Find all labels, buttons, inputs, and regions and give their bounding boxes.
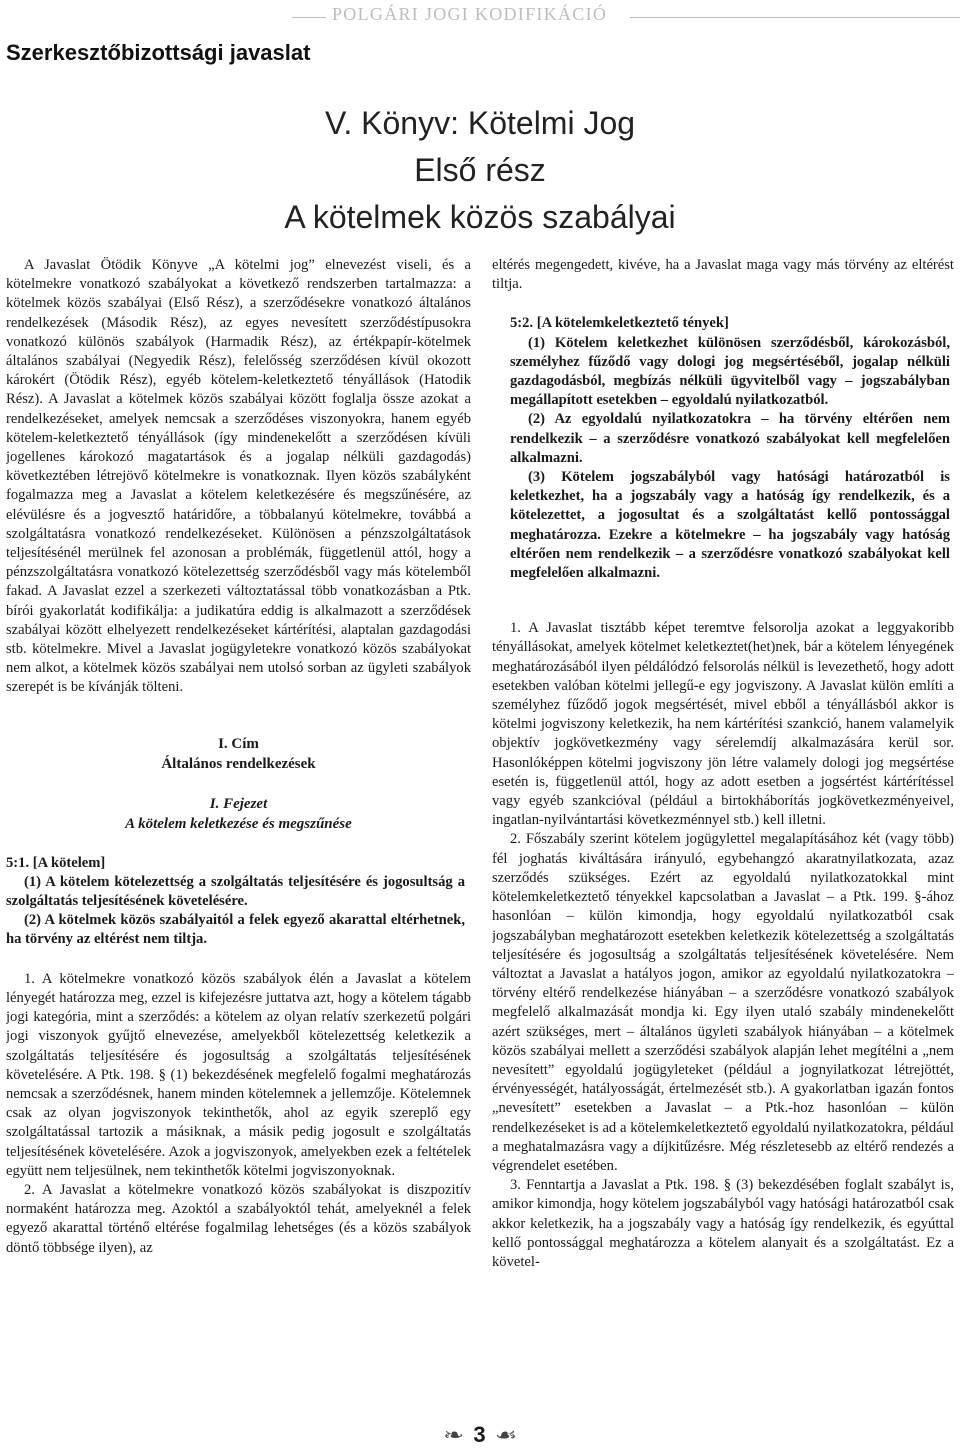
book-title <box>260 100 700 241</box>
provision-paragraph: (2) A kötelmek közös szabályaitól a felek egyező akarattal eltérhetnek, ha törvény az eltérést nem tiltja. <box>6 912 465 948</box>
commentary-paragraph: 2. A Javaslat a kötelmekre vonatkozó közös szabályokat is diszpozitív normaként határozza meg. Azoktól a szabályoktól tehát, amelyeknél a felek egyező akarattal történő eltérése fogalmilag lehetséges (és a közös szabályok döntő többsége ilyen), az <box>6 1181 471 1256</box>
intro-paragraph: A Javaslat Ötödik Könyve „A kötelmi jog” elnevezést viseli, és a kötelmekre vonatkozó szabályokat a következő rendszerben tartalmazza: a kötelmek közös szabályai (Első Rész), a szerződésekre vonatkozó általános rendelkezések (Második Rész), az egyes nevesített szerződéstípusokra vonatkozó különös szabályok (Harmadik Rész), az értékpapír-kötelmek általános szabályai (Negyedik Rész), felelősség szerződésen kívül okozott károkért (Ötödik Rész), egyéb kötelem-keletkeztető tényállások (Hatodik Rész). A Javaslat a kötelmek közös szabályai között foglalja össze azokat a rendelkezéseket, amelyek nemcsak a szerződéses viszonyokra, hanem egyéb kötelem-keletkeztető tényállások (így mindenekelőtt a szerződésen kívüli jogellenes károkozó magatartások és a jogalap nélküli gazdagodás) következtében létrejövő kötelmekre is vonatkoznak. Ilyen közös szabályként fogalmazza meg a Javaslat a kötelem keletkezésére és megszűnésére, az elévülésre és a jogvesztő határidőre, a többalanyú kötelmekre, továbbá a szolgáltatásra vonatkozó rendelkezéseket. Különösen a pénzszolgáltatások teljesítésénél merülnek fel azonosan a problémák, függetlenül attól, hogy a pénzszolgáltatásra vonatkozó kötelezettség szerződésből vagy más kötelemből fakad. A Javaslat ezzel a szerkezeti változtatással több vonatkozásban a Ptk. bírói gyakorlatát kodifikálja: a judikatúra eddig is alkalmazott a szerződések szabályai között elhelyezett rendelkezéseket kártérítési, alaptalan gazdagodási stb. kötelmekre. Mivel a Javaslat jogügyletekre vonatkozó közös szabályokat nem alkot, a kötelmek közös szabályai nem utolsó sorban az ügyleti szabályok szerepét is be kívánják tölteni. <box>6 257 471 696</box>
running-head <box>292 4 960 32</box>
page-footer <box>0 1422 960 1448</box>
fejezet-title: A kötelem keletkezése és megszűnése <box>125 815 352 832</box>
book-title-line-2: Első rész <box>414 152 546 188</box>
provision-5-2 <box>492 314 954 583</box>
cim-title: Általános rendelkezések <box>161 755 316 772</box>
provision-heading: 5:2. [A kötelemkeletkeztető tények] <box>510 315 729 332</box>
provision-paragraph: (3) Kötelem jogszabályból vagy hatósági határozatból is keletkezhet, ha a jogszabály vagy a hatóság így rendelkezik, és a kötelezettet, a jogosultat és a szolgáltatást kellő pontossággal meghatározza. Ezekre a kötelmekre – ha jogszabály vagy hatóság eltérően nem rendelkezik – a szerződésre vonatkozó szabályokat kell megfelelően alkalmazni. <box>510 469 950 582</box>
header-rule-right <box>630 17 960 18</box>
ornament-left-icon: ❧ <box>443 1424 465 1445</box>
commentary-paragraph: 2. Főszabály szerint kötelem jogügylettel megalapításához két (vagy több) fél joghatás kiváltására irányuló, egybehangzó akaratnyilatkozata, azaz szerződés szükséges. Ezért az egyoldalú nyilatkozatokkal mint kötelemkeletkeztető tényekkel kapcsolatban a Javaslat – a Ptk. 199. §-ához hasonlóan – külön kimondja, hogy egyoldalú nyilatkozatból csak jogszabályban meghatározott esetekben keletkezik kötelezettség a szolgáltatás teljesítésére és jogosultság a szolgáltatás teljesítésének követelésére. Nem változtat a Javaslat a hatályos jogon, amikor az egyoldalú nyilatkozatokra – törvény eltérő rendelkezése hiányában – a szerződésre vonatkozó szabályok megfelelő alkalmazását mondja ki. Egy ilyen utaló szabály mindenekelőtt azért szükséges, mert – általános ügyleti szabályok hiányában – a kötelmek közös szabályai mellett a szerződési szabályok alapján lehet megítélni a „nem nevesített” egyoldalú jogügyleteket (például a jognyilatkozat létrejöttét, érvényességét, hatályosságát, értelmezését stb.). A gyakorlatban igazán fontos „nevesített” esetekben a Javaslat – a Ptk.-hoz hasonlóan – külön rendelkezéseket is ad a kötelemkeletkeztető egyoldalú nyilatkozatokra, például a meghatalmazásra vagy a díjkitűzésre. Még részletesebb az eltérő rendezés a végrendelet esetében. <box>492 831 954 1174</box>
continuation-paragraph: eltérés megengedett, kivéve, ha a Javaslat maga vagy más törvény az eltérést tiltja. <box>492 257 954 293</box>
provision-paragraph: (1) Kötelem keletkezhet különösen szerződésből, károkozásból, személyhez fűződő vagy dologi jog megsértéséből, jogalap nélküli gazdagodásból, megbízás nélküli ügyvitelből vagy – jogszabályban megállapított esetekben – egyoldalú nyilatkozatból. <box>510 334 950 409</box>
provision-paragraph: (2) Az egyoldalú nyilatkozatokra – ha törvény eltérően nem rendelkezik – a szerződésre vonatkozó szabályokat kell megfelelően alkalmazni. <box>510 411 950 466</box>
commentary-paragraph: 3. Fenntartja a Javaslat a Ptk. 198. § (3) bekezdésében foglalt szabályt is, amikor kimondja, hogy kötelem jogszabályból vagy hatósági határozatból csak akkor keletkezik, ha a jogszabály vagy a hatóság így rendelkezik, és egyúttal kellő pontossággal meghatározza a kötelem alanyait és a szolgáltatást. Ez a követel- <box>492 1177 954 1270</box>
commentary-paragraph: 1. A Javaslat tisztább képet teremtve felsorolja azokat a leggyakoribb tényállásokat, amelyek kötelmet keletkeztet(het)nek, bár a kötelem lényegének meghatározásából ilyen példálódzó felsorolás nélkül is levezethető, hogy adott esetekben valóban kötelmi jellegű-e egy jogviszony. A Javaslat külön említi a személyhez fűződő jogok megsértését, mivel ebből a tényállásból akkor is kötelmi jogviszony keletkezik, ha nem kártérítési szankció, hanem valamelyik objektív jogkövetkezmény vagy sérelemdíj alkalmazására kerül sor. Hasonlóképpen kötelmi jogviszony jön létre valamely dologi jog megsértése esetén is, függetlenül attól, hogy az adott esetben a jogsértést kártérítéssel vagy egyéb szankcióval (például a birtokháborítás jogkövetkezményeivel, ingatlan-nyilvántartási következménnyel stb.) kell illetni. <box>492 620 954 829</box>
header-rule-left <box>292 17 326 18</box>
ornament-right-icon: ☙ <box>494 1424 517 1445</box>
cim-number: I. Cím <box>218 735 259 752</box>
commentary-paragraph: 1. A kötelmekre vonatkozó közös szabályok élén a Javaslat a kötelem lényegét határozza meg, ezzel is kifejezésre juttatva azt, hogy a kötelem tágabb jogi kategória, mint a szerződés: a kötelem az olyan relatív szerkezetű polgári jogi viszonyok gyűjtő elnevezése, amelyekből kötelezettség keletkezik a szolgáltatás teljesítésére és jogosultság a szolgáltatás teljesítésének követelésére. A Ptk. 198. § (1) bekezdésének megfelelő fogalmi meghatározás nemcsak a szerződésnek, hanem minden kötelemnek a jellemzője. Kötelemnek csak az olyan jogviszonyok tekinthetők, ahol az egyik szereplő egy szolgáltatással tartozik a másiknak, a másik pedig jogosult e szolgáltatás teljesítésének követelésére. Azok a jogviszonyok, amelyekben ezek a feltételek együtt nem teljesülnek, nem tekinthetők kötelmi jogviszonyoknak. <box>6 970 471 1179</box>
left-column <box>6 256 471 1446</box>
provision-heading: 5:1. [A kötelem] <box>6 854 106 871</box>
provision-paragraph: (1) A kötelem kötelezettség a szolgáltatás teljesítésére és jogosultság a szolgáltatás teljesítésének követelésére. <box>6 873 465 910</box>
page-number: 3 <box>473 1422 486 1447</box>
section-label: Szerkesztőbizottsági javaslat <box>6 40 311 65</box>
fejezet-number: I. Fejezet <box>209 795 268 812</box>
book-title-line-3: A kötelmek közös szabályai <box>284 199 676 235</box>
running-title: POLGÁRI JOGI KODIFIKÁCIÓ <box>332 4 608 24</box>
right-column <box>492 256 954 1446</box>
book-title-line-1: V. Könyv: Kötelmi Jog <box>324 105 636 141</box>
provision-5-1 <box>6 854 471 950</box>
